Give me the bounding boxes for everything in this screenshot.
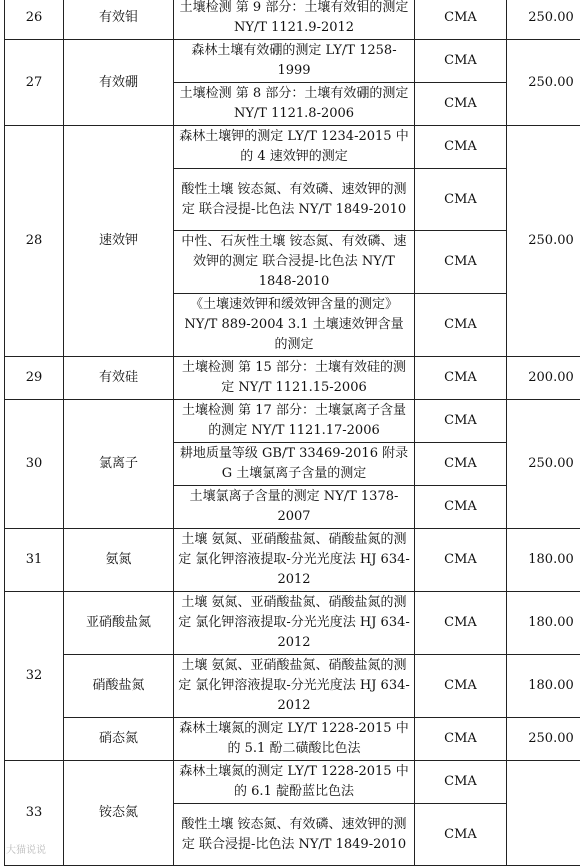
certification-cell: CMA (415, 0, 507, 40)
parameter-name-cell: 铵态氮 (64, 761, 174, 866)
certification-cell: CMA (415, 400, 507, 443)
item-number-cell: 28 (5, 126, 64, 357)
certification-cell: CMA (415, 83, 507, 126)
parameter-name-cell: 氨氮 (64, 529, 174, 592)
item-number-cell: 33 (5, 761, 64, 866)
certification-cell: CMA (415, 529, 507, 592)
certification-cell: CMA (415, 443, 507, 486)
price-cell: 250.00 (507, 126, 580, 357)
standard-method-cell: 土壤检测 第 9 部分：土壤有效钼的测定 NY/T 1121.9-2012 (174, 0, 415, 40)
price-cell: 250.00 (507, 718, 580, 761)
table-row (5, 529, 580, 592)
standard-method-cell: 土壤氯离子含量的测定 NY/T 1378-2007 (174, 486, 415, 529)
parameter-name-cell: 有效钼 (64, 0, 174, 40)
standard-method-cell: 森林土壤有效硼的测定 LY/T 1258-1999 (174, 40, 415, 83)
price-cell: 180.00 (507, 529, 580, 592)
item-number-cell: 26 (5, 0, 64, 40)
standard-method-cell: 中性、石灰性土壤 铵态氮、有效磷、速效钾的测定 联合浸提-比色法 NY/T 1848-2010 (174, 231, 415, 294)
table-row (5, 0, 580, 40)
standard-method-cell: 酸性土壤 铵态氮、有效磷、速效钾的测定 联合浸提-比色法 NY/T 1849-2010 (174, 804, 415, 866)
price-table (4, 0, 580, 866)
standard-method-cell: 土壤 氨氮、亚硝酸盐氮、硝酸盐氮的测定 氯化钾溶液提取-分光光度法 HJ 634-2012 (174, 592, 415, 655)
standard-method-cell: 森林土壤钾的测定 LY/T 1234-2015 中的 4 速效钾的测定 (174, 126, 415, 169)
certification-cell: CMA (415, 231, 507, 294)
certification-cell: CMA (415, 804, 507, 866)
table-row (5, 592, 580, 655)
standard-method-cell: 土壤检测 第 8 部分：土壤有效硼的测定 NY/T 1121.8-2006 (174, 83, 415, 126)
item-number-cell: 30 (5, 400, 64, 529)
standard-method-cell: 森林土壤氮的测定 LY/T 1228-2015 中的 6.1 靛酚蓝比色法 (174, 761, 415, 804)
parameter-name-cell: 亚硝酸盐氮 (64, 592, 174, 655)
price-cell: 250.00 (507, 40, 580, 126)
item-number-cell: 29 (5, 357, 64, 400)
item-number-cell: 27 (5, 40, 64, 126)
certification-cell: CMA (415, 294, 507, 357)
table-row (5, 126, 580, 169)
watermark: 大猫说说 (6, 841, 46, 856)
table-row (5, 357, 580, 400)
standard-method-cell: 土壤检测 第 17 部分：土壤氯离子含量的测定 NY/T 1121.17-2006 (174, 400, 415, 443)
price-cell: 250.00 (507, 400, 580, 529)
certification-cell: CMA (415, 655, 507, 718)
parameter-name-cell: 有效硅 (64, 357, 174, 400)
certification-cell: CMA (415, 718, 507, 761)
certification-cell: CMA (415, 486, 507, 529)
certification-cell: CMA (415, 126, 507, 169)
price-cell: 180.00 (507, 592, 580, 655)
table-row (5, 400, 580, 443)
certification-cell: CMA (415, 40, 507, 83)
certification-cell: CMA (415, 169, 507, 231)
table-row (5, 718, 580, 761)
standard-method-cell: 《土壤速效钾和缓效钾含量的测定》 NY/T 889-2004 3.1 土壤速效钾含量的测定 (174, 294, 415, 357)
price-table-body (5, 0, 580, 866)
standard-method-cell: 耕地质量等级 GB/T 33469-2016 附录 G 土壤氯离子含量的测定 (174, 443, 415, 486)
standard-method-cell: 土壤 氨氮、亚硝酸盐氮、硝酸盐氮的测定 氯化钾溶液提取-分光光度法 HJ 634-2012 (174, 655, 415, 718)
certification-cell: CMA (415, 761, 507, 804)
parameter-name-cell: 硝态氮 (64, 718, 174, 761)
table-row (5, 761, 580, 804)
standard-method-cell: 酸性土壤 铵态氮、有效磷、速效钾的测定 联合浸提-比色法 NY/T 1849-2010 (174, 169, 415, 231)
certification-cell: CMA (415, 357, 507, 400)
table-row (5, 655, 580, 718)
parameter-name-cell: 氯离子 (64, 400, 174, 529)
price-cell: 180.00 (507, 655, 580, 718)
standard-method-cell: 土壤检测 第 15 部分：土壤有效硅的测定 NY/T 1121.15-2006 (174, 357, 415, 400)
item-number-cell: 32 (5, 592, 64, 761)
item-number-cell: 31 (5, 529, 64, 592)
standard-method-cell: 土壤 氨氮、亚硝酸盐氮、硝酸盐氮的测定 氯化钾溶液提取-分光光度法 HJ 634-2012 (174, 529, 415, 592)
price-cell (507, 761, 580, 866)
parameter-name-cell: 硝酸盐氮 (64, 655, 174, 718)
certification-cell: CMA (415, 592, 507, 655)
price-cell: 200.00 (507, 357, 580, 400)
standard-method-cell: 森林土壤氮的测定 LY/T 1228-2015 中的 5.1 酚二磺酸比色法 (174, 718, 415, 761)
parameter-name-cell: 速效钾 (64, 126, 174, 357)
price-cell: 250.00 (507, 0, 580, 40)
parameter-name-cell: 有效硼 (64, 40, 174, 126)
table-row (5, 40, 580, 83)
